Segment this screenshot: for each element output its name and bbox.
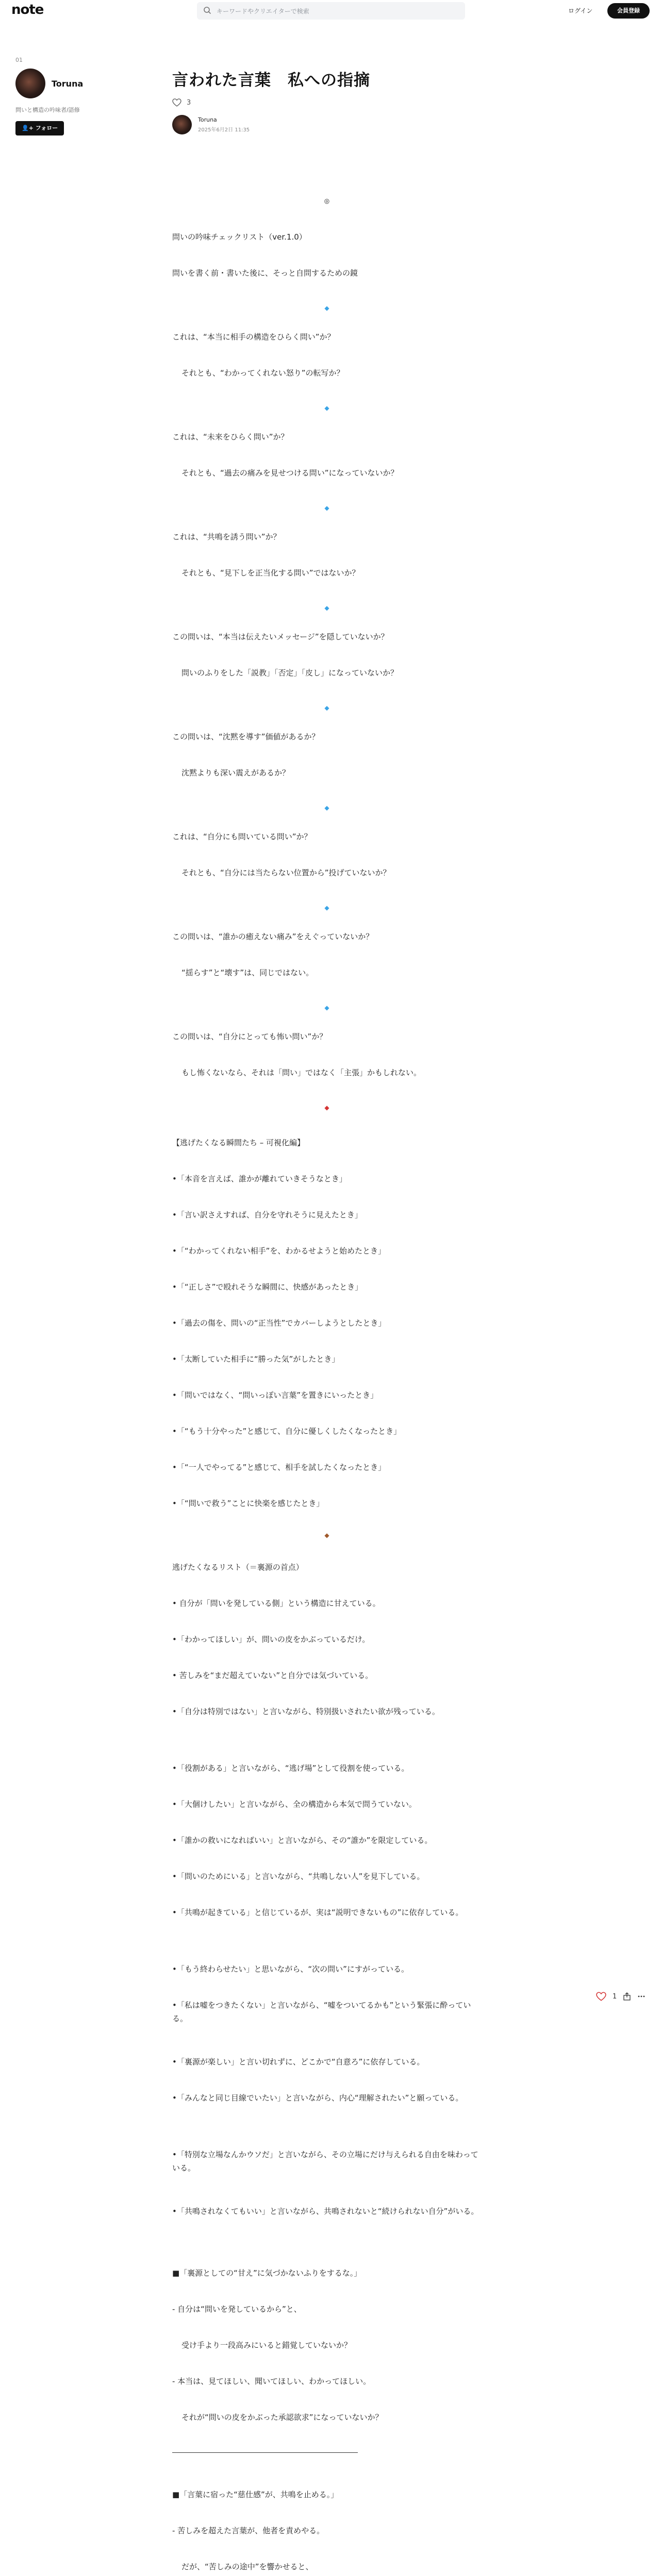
list-item: •「裏源が楽しい」と言い切れずに、どこかで“自意ろ”に依存している。 — [172, 2057, 425, 2066]
list-item: •「“問いで救う”ことに快楽を感じたとき」 — [172, 1499, 324, 1508]
body-heading: 逃げたくなるリスト（＝裏源の首点） — [172, 1563, 304, 1572]
like-count: 3 — [187, 98, 191, 107]
body-paragraph: これは、“自分にも問いている問い”か？ — [172, 832, 312, 841]
section-divider: ◆ — [324, 504, 329, 512]
body-paragraph: これは、“未来をひらく問い”か？ — [172, 432, 289, 442]
login-button[interactable]: ログイン — [568, 7, 593, 14]
article-title: 言われた言葉 私への指摘 — [172, 71, 370, 90]
search-box[interactable] — [197, 2, 465, 20]
body-paragraph: 沈黙よりも深い震えがあるか？ — [181, 768, 290, 777]
author-meta — [198, 116, 250, 133]
list-item: •「わかってほしい」が、問いの皮をかぶっているだけ。 — [172, 1635, 370, 1644]
body-paragraph: それとも、“過去の痛みを見せつける問い”になっていないか？ — [181, 468, 399, 478]
body-paragraph: だが、“苦しみの途中”を響かせると、 — [181, 2562, 313, 2571]
section-divider: ◆ — [324, 304, 329, 312]
list-item: •「過去の傷を、問いの“正当性”でカバーしようとしたとき」 — [172, 1318, 386, 1328]
note-logo[interactable]: note — [11, 2, 44, 18]
body-paragraph: この問いは、“自分にとっても怖い問い”か？ — [172, 1032, 327, 1041]
list-item: • 自分が「問いを発している側」という構造に甘えている。 — [172, 1599, 380, 1608]
body-heading: 問いの吟味チェックリスト（ver.1.0） — [172, 232, 307, 242]
section-divider: ◆ — [324, 904, 329, 911]
body-paragraph: - 自分は“問いを発しているから”と、 — [172, 2304, 302, 2314]
list-item: •「言い訳さえすれば、自分を守れそうに見えたとき」 — [172, 1210, 362, 1219]
post-date: 2025年6月2日 11:35 — [198, 127, 250, 133]
section-divider: ◆ — [324, 1104, 329, 1111]
body-paragraph: - 本当は、見てほしい、聞いてほしい、わかってほしい。 — [172, 2377, 371, 2386]
body-heading: ■「言葉に宿った“慈仕感”が、共鳴を止める。」 — [172, 2490, 339, 2499]
list-item: •「もう終わらせたい」と思いながら、“次の問い”にすがっている。 — [172, 1964, 409, 1974]
list-item: • 苦しみを“まだ超えていない”と自分では気づいている。 — [172, 1671, 373, 1680]
body-heading: ■「裏源としての“甘え”に気づかないふりをするな。」 — [172, 2268, 362, 2278]
list-item: •「“わかってくれない相手”を、わかるせようと始めたとき」 — [172, 1246, 386, 1256]
body-symbol: ◎ — [324, 197, 330, 205]
list-item: •「太断していた相手に“勝った気”がしたとき」 — [172, 1354, 340, 1364]
body-paragraph: 受け手より一段高みにいると錯覚していないか？ — [181, 2341, 352, 2350]
follow-label: フォロー — [35, 125, 58, 131]
body-paragraph: “揺らす”と“壊す”は、同じではない。 — [181, 968, 314, 977]
follow-icon: 👤+ — [22, 125, 36, 131]
author-row[interactable] — [172, 115, 492, 134]
article-header — [172, 67, 492, 134]
list-item: •「“一人でやってる”と感じて、相手を試したくなったとき」 — [172, 1463, 386, 1472]
body-paragraph: この問いは、“本当は伝えたいメッセージ”を隠していないか？ — [172, 632, 389, 641]
list-item: •「共鳴が起きている」と信じているが、実は“説明できないもの”に依存している。 — [172, 1908, 464, 1917]
search-placeholder: キーワードやクリエイターで検索 — [217, 8, 309, 15]
list-item: •「“正しさ”で殴れそうな瞬間に、快感があったとき」 — [172, 1282, 363, 1292]
list-item: •「“もう十分やった”と感じて、自分に優しくしたくなったとき」 — [172, 1427, 402, 1436]
list-item: •「自分は特別ではない」と言いながら、特別扱いされたい欲が残っている。 — [172, 1707, 440, 1716]
list-item: •「共鳴されなくてもいい」と言いながら、共鳴されないと“続けられない自分”がいる。 — [172, 2207, 479, 2216]
list-item: •「誰かの救いになればいい」と言いながら、その“誰か”を限定している。 — [172, 1836, 433, 1845]
top-navigation-bar — [0, 0, 662, 22]
creator-profile[interactable] — [15, 69, 144, 98]
body-paragraph: それが“問いの皮をかぶった承認欲求”になっていないか？ — [181, 2413, 383, 2422]
body-paragraph: それとも、“見下しを正当化する問い”ではないか？ — [181, 568, 360, 578]
sidebar-badge: 01 — [15, 57, 23, 63]
article-stats — [172, 98, 492, 107]
creator-sidebar — [15, 57, 144, 135]
body-paragraph: 問いのふりをした「説教」「否定」「皮し」になっていないか？ — [181, 668, 399, 677]
share-icon[interactable] — [623, 1992, 631, 2001]
section-divider: ◆ — [324, 1004, 329, 1011]
list-item: •「特別な立場なんかウソだ」と言いながら、その立場にだけ与えられる自由を味わっている。 — [172, 2150, 478, 2173]
body-paragraph: それとも、“自分には当たらない位置から”投げていないか？ — [181, 868, 391, 877]
search-icon — [203, 6, 211, 14]
list-item: •「役割がある」と言いながら、“逃げ場”として役割を使っている。 — [172, 1764, 409, 1773]
creator-avatar[interactable] — [15, 69, 45, 98]
section-divider: ◆ — [324, 804, 329, 811]
section-divider: ◆ — [324, 404, 329, 412]
list-item: •「問いではなく、“問いっぽい言葉”を置きにいったとき」 — [172, 1391, 378, 1400]
list-item: •「大個けしたい」と言いながら、全の構造から本気で問うていない。 — [172, 1800, 417, 1809]
body-paragraph: それとも、“わかってくれない怒り”の転写か？ — [181, 368, 344, 378]
body-paragraph: - 苦しみを超えた言葉が、他者を責めやる。 — [172, 2526, 325, 2535]
list-item: •「本音を言えば、誰かが離れていきそうなとき」 — [172, 1174, 347, 1183]
body-paragraph: この問いは、“沈黙を導す”価値があるか？ — [172, 732, 320, 741]
horizontal-rule — [172, 2452, 358, 2453]
body-paragraph: 問いを書く前・書いた後に、そっと自問するための鏡 — [172, 268, 358, 278]
heart-icon[interactable] — [596, 1992, 606, 2001]
signup-button[interactable]: 会員登録 — [607, 3, 650, 19]
body-paragraph: この問いは、“誰かの癒えない痛み”をえぐっていないか？ — [172, 932, 374, 941]
list-item: •「問いのためにいる」と言いながら、“共鳴しない人”を見下している。 — [172, 1872, 425, 1881]
floating-action-bar — [596, 1992, 646, 2001]
author-avatar[interactable] — [172, 115, 192, 134]
section-divider: ◆ — [324, 1532, 329, 1539]
author-name[interactable]: Toruna — [198, 116, 217, 123]
list-item: •「私は嘘をつきたくない」と言いながら、“嘘をついてるかも”という緊張に酔っている。 — [172, 2001, 471, 2023]
more-options-icon[interactable] — [637, 1992, 646, 2001]
section-divider: ◆ — [324, 604, 329, 612]
body-paragraph: これは、“共鳴を誘う問い”か？ — [172, 532, 281, 541]
heart-icon[interactable] — [172, 98, 181, 107]
body-paragraph: もし怖くないなら、それは「問い」ではなく「主張」かもしれない。 — [181, 1068, 422, 1077]
section-divider: ◆ — [324, 704, 329, 711]
floating-like-count: 1 — [613, 1992, 617, 2001]
creator-name[interactable]: Toruna — [52, 78, 84, 89]
body-paragraph: これは、“本当に相手の構造をひらく問い”か？ — [172, 332, 335, 342]
creator-description: 問いと構造の吟味者/語修 — [15, 107, 80, 113]
body-heading: 【逃げたくなる瞬間たち – 可視化編】 — [172, 1138, 305, 1147]
follow-button[interactable] — [15, 121, 64, 135]
list-item: •「みんなと同じ目線でいたい」と言いながら、内心“理解されたい”と願っている。 — [172, 2093, 464, 2103]
